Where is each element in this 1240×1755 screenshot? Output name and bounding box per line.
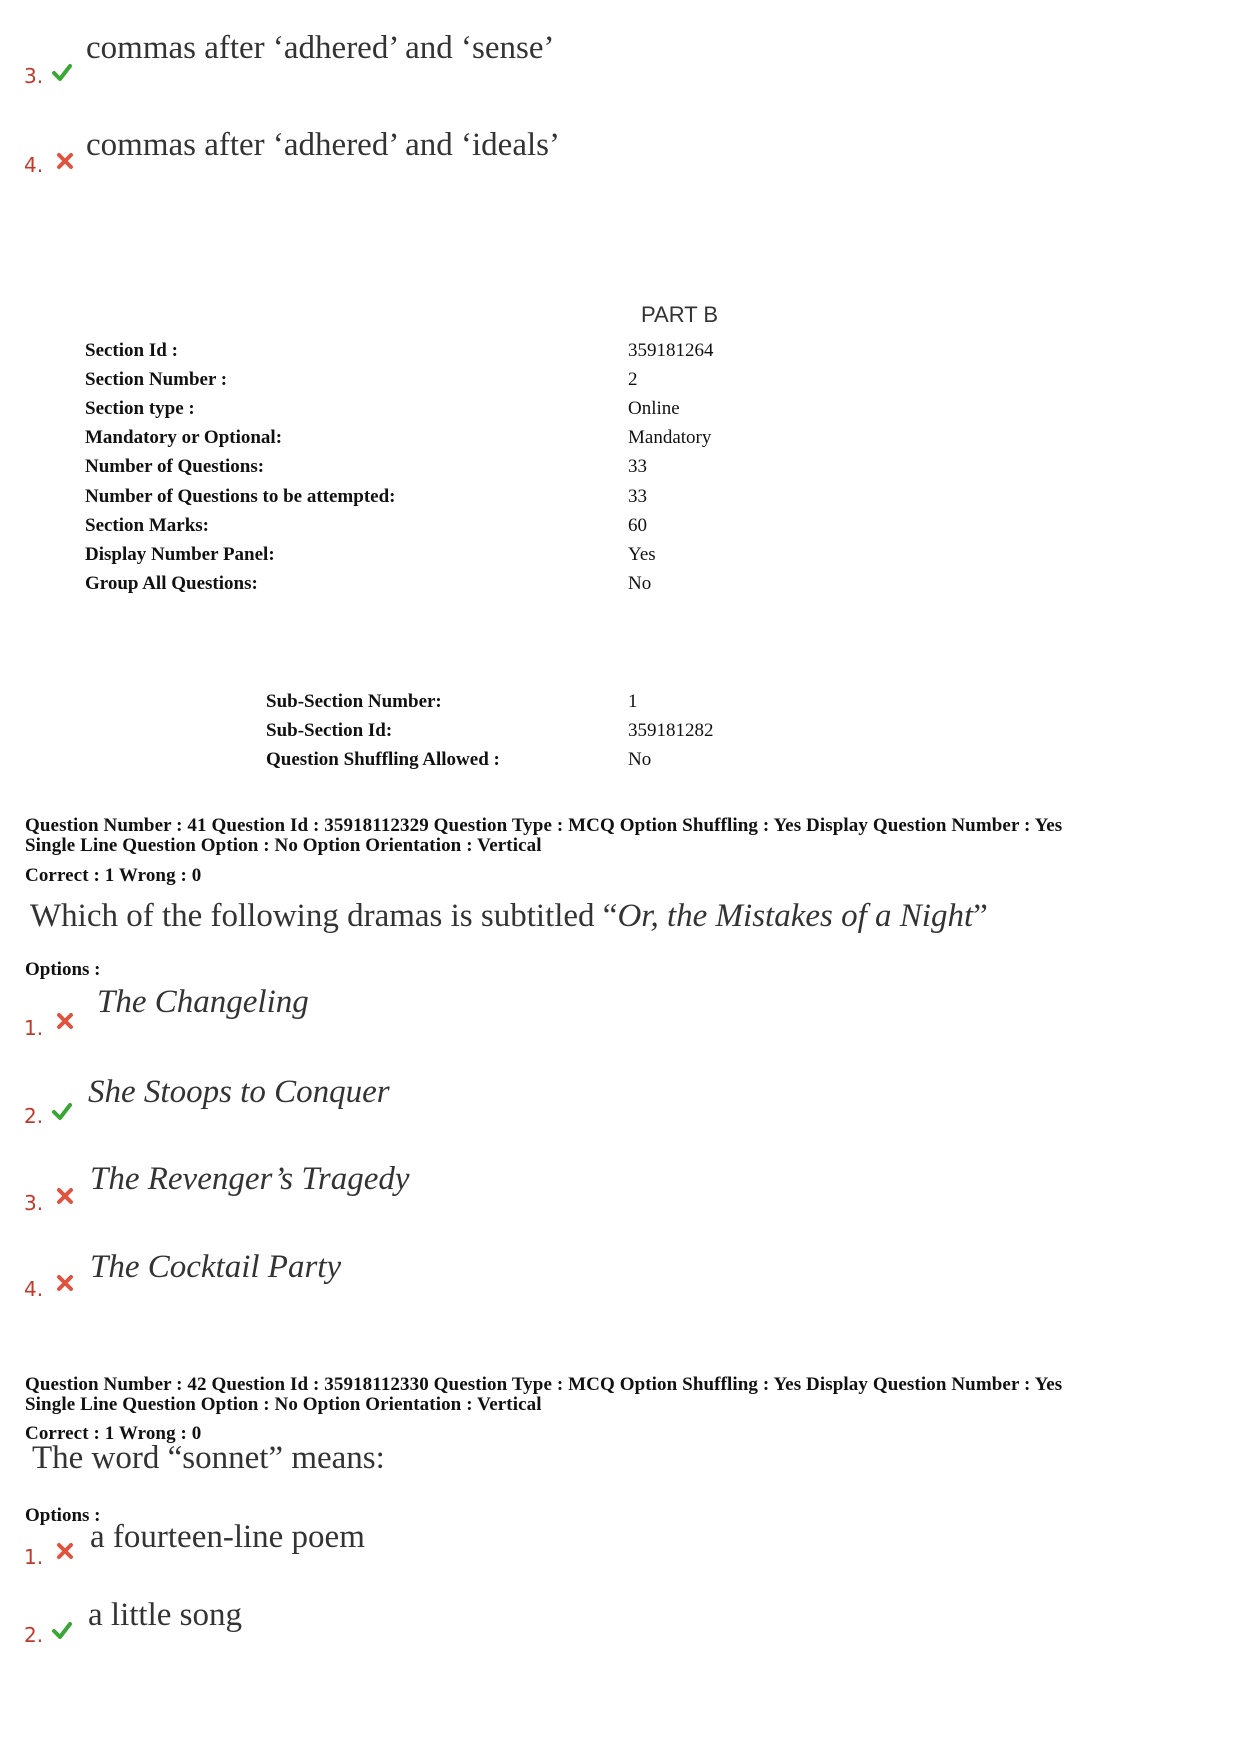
cross-icon xyxy=(55,1273,75,1293)
option-text: The Cocktail Party xyxy=(90,1249,342,1285)
cross-icon xyxy=(55,151,75,171)
section-label: Section Id : xyxy=(85,340,178,361)
question-meta: Single Line Question Option : No Option Orientation : Vertical xyxy=(25,835,542,856)
option-number: 1. xyxy=(24,1545,44,1569)
section-value: 359181264 xyxy=(628,340,714,361)
section-label: Section type : xyxy=(85,398,195,419)
options-label: Options : xyxy=(25,959,101,980)
question-meta: Question Number : 41 Question Id : 35918112329 Question Type : MCQ Option Shuffling : Yes Display Question Number : Yes xyxy=(25,815,1063,836)
options-label: Options : xyxy=(25,1505,101,1526)
option-number: 4. xyxy=(24,1277,44,1301)
section-label: Group All Questions: xyxy=(85,573,258,594)
cross-icon xyxy=(55,1186,75,1206)
option-text: The Revenger’s Tragedy xyxy=(90,1161,410,1197)
question-text-plain: Which of the following dramas is subtitled “ xyxy=(30,898,618,934)
subsection-value: No xyxy=(628,749,652,770)
section-label: Section Number : xyxy=(85,369,228,390)
question-text: The word “sonnet” means: xyxy=(32,1440,385,1476)
question-text xyxy=(30,898,988,935)
option-number: 2. xyxy=(24,1104,44,1128)
question-marks: Correct : 1 Wrong : 0 xyxy=(25,1423,202,1444)
section-label: Section Marks: xyxy=(85,515,210,536)
question-text-end: ” xyxy=(973,898,988,934)
question-meta: Single Line Question Option : No Option Orientation : Vertical xyxy=(25,1394,542,1415)
option-text: a little song xyxy=(88,1597,242,1633)
section-value: Online xyxy=(628,398,680,419)
option-text: The Changeling xyxy=(97,984,309,1020)
cross-icon xyxy=(55,1541,75,1561)
section-value: Yes xyxy=(628,544,656,565)
question-meta: Question Number : 42 Question Id : 35918112330 Question Type : MCQ Option Shuffling : Yes Display Question Number : Yes xyxy=(25,1374,1063,1395)
question-marks: Correct : 1 Wrong : 0 xyxy=(25,865,202,886)
section-value: 60 xyxy=(628,515,647,536)
section-value: 33 xyxy=(628,486,647,507)
option-text: a fourteen-line poem xyxy=(90,1519,365,1555)
check-icon xyxy=(52,62,72,82)
option-number: 3. xyxy=(24,1191,44,1215)
section-label: Number of Questions to be attempted: xyxy=(85,486,396,507)
section-label: Display Number Panel: xyxy=(85,544,275,565)
subsection-value: 1 xyxy=(628,691,638,712)
section-value: 33 xyxy=(628,456,647,477)
option-text: commas after ‘adhered’ and ‘ideals’ xyxy=(86,127,560,163)
part-title: PART B xyxy=(641,302,719,327)
option-number: 4. xyxy=(24,153,44,177)
option-number: 3. xyxy=(24,64,44,88)
option-number: 2. xyxy=(24,1623,44,1647)
section-value: 2 xyxy=(628,369,638,390)
option-text: commas after ‘adhered’ and ‘sense’ xyxy=(86,30,555,66)
check-icon xyxy=(52,1620,72,1640)
subsection-label: Question Shuffling Allowed : xyxy=(266,749,500,770)
subsection-value: 359181282 xyxy=(628,720,714,741)
subsection-label: Sub-Section Id: xyxy=(266,720,393,741)
check-icon xyxy=(52,1101,72,1121)
section-label: Number of Questions: xyxy=(85,456,265,477)
section-label: Mandatory or Optional: xyxy=(85,427,283,448)
section-value: No xyxy=(628,573,652,594)
question-text-italic: Or, the Mistakes of a Night xyxy=(617,898,974,934)
option-text: She Stoops to Conquer xyxy=(88,1074,390,1110)
cross-icon xyxy=(55,1011,75,1031)
option-number: 1. xyxy=(24,1016,44,1040)
section-value: Mandatory xyxy=(628,427,712,448)
subsection-label: Sub-Section Number: xyxy=(266,691,442,712)
